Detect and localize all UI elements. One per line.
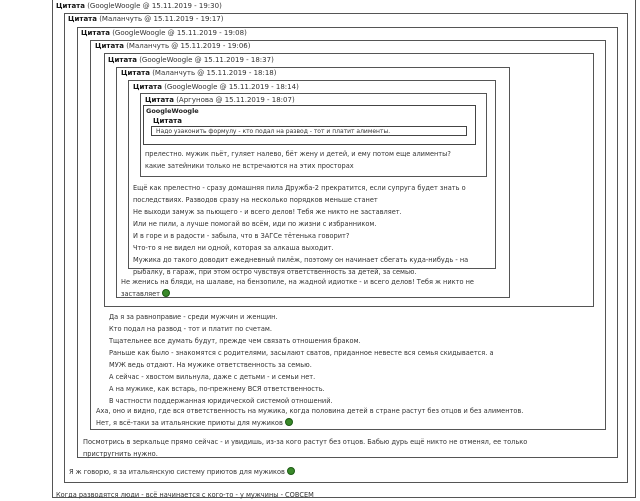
quote-header-5: Цитата (GoogleWoogle @ 15.11.2019 - 18:37) xyxy=(108,56,274,64)
post-text-gw-1930: Когда разводятся люди - всё начинается с кого-то - у мужчины - СОВСЕМ xyxy=(56,491,314,499)
smiley-icon xyxy=(285,418,293,426)
quote-header-8: Цитата (Аргунова @ 15.11.2019 - 18:07) xyxy=(145,96,295,104)
post-text-gw-1908: Посмотрись в зеркальце прямо сейчас - и увидишь, из-за кого растут без отцов. Бабью дурь ещё никто не отменял, ее только пристругнить нужно. xyxy=(83,438,528,458)
innermost-quote-text: Надо узаконить формулу - кто подал на развод - тот и платит алименты. xyxy=(151,126,467,136)
post-text-argunova: прелестно. мужик пьёт, гуляет налево, бёт жену и детей, и ему потом еще алименты? какие затейники только не встречаются на этих просторах xyxy=(145,150,451,170)
innermost-quote-label: Цитата xyxy=(153,117,182,125)
quote-header-2: Цитата (Маланчуть @ 15.11.2019 - 19:17) xyxy=(68,15,224,23)
quote-header-4: Цитата (Маланчуть @ 15.11.2019 - 19:06) xyxy=(95,42,251,50)
post-text-gw-1814: Ещё как прелестно - сразу домашняя пила Дружба-2 прекратится, если супруга будет знать о последствиях. Разводов сразу на несколько порядков меньше станет Не выходи замуж за пьющего - и всего делов! Тебя же никто не заставляет. Или не пили, а лучше помогай во всём, иди по жизни с избранником. И в горе и в радости - забыла, что в ЗАГСе тётенька говорит? Что-то я не видел ни одной, которая за алкаша выходит. Мужика до такого доводит ежедневный пилёж, поэтому он начинает сбегать куда-нибудь - на рыбалку, в гараж, при этом остро чувствуя ответственность за детей, за семью. xyxy=(133,184,469,276)
quote-header-7: Цитата (GoogleWoogle @ 15.11.2019 - 18:14) xyxy=(133,83,299,91)
post-text-m-1818: Не женись на бляди, на шалаве, на бензопиле, на жадной идиотке - и всего делов! Тебя ж никто не заставляет xyxy=(121,278,474,298)
quote-header-6: Цитата (Маланчуть @ 15.11.2019 - 18:18) xyxy=(121,69,277,77)
smiley-icon xyxy=(287,467,295,475)
quote-header-1: Цитата (GoogleWoogle @ 15.11.2019 - 19:30) xyxy=(56,2,222,10)
post-text-m-1917: Я ж говорю, я за итальянскую систему приютов для мужиков xyxy=(69,466,295,478)
post-text-gw-1837: Да я за равноправие - среди мужчин и женщин. Кто подал на развод - тот и платит по счетам. Тщательнее все думать будут, прежде чем связать отношения браком. Раньше как было - знакомятся с родителями, засылают сватов, приданное невесте вся семья скидывается. а МУЖ ведь отдают. На мужике ответственность за семью. А сейчас - хвостом вильнула, даже с детьми - и семьи нет. А на мужике, как встарь, по-прежнему ВСЯ ответственность. В частности поддержанная юридической системой отношений. xyxy=(109,313,494,405)
post-text-m-1906: Аха, оно и видно, где вся ответственность на мужика, когда половина детей в стране растут без отцов и без алиментов. Нет, я всё-таки за итальянские приюты для мужиков xyxy=(96,407,524,427)
quote-header-3: Цитата (GoogleWoogle @ 15.11.2019 - 19:08) xyxy=(81,29,247,37)
innermost-author: GoogleWoogle xyxy=(146,107,199,115)
smiley-icon xyxy=(162,289,170,297)
